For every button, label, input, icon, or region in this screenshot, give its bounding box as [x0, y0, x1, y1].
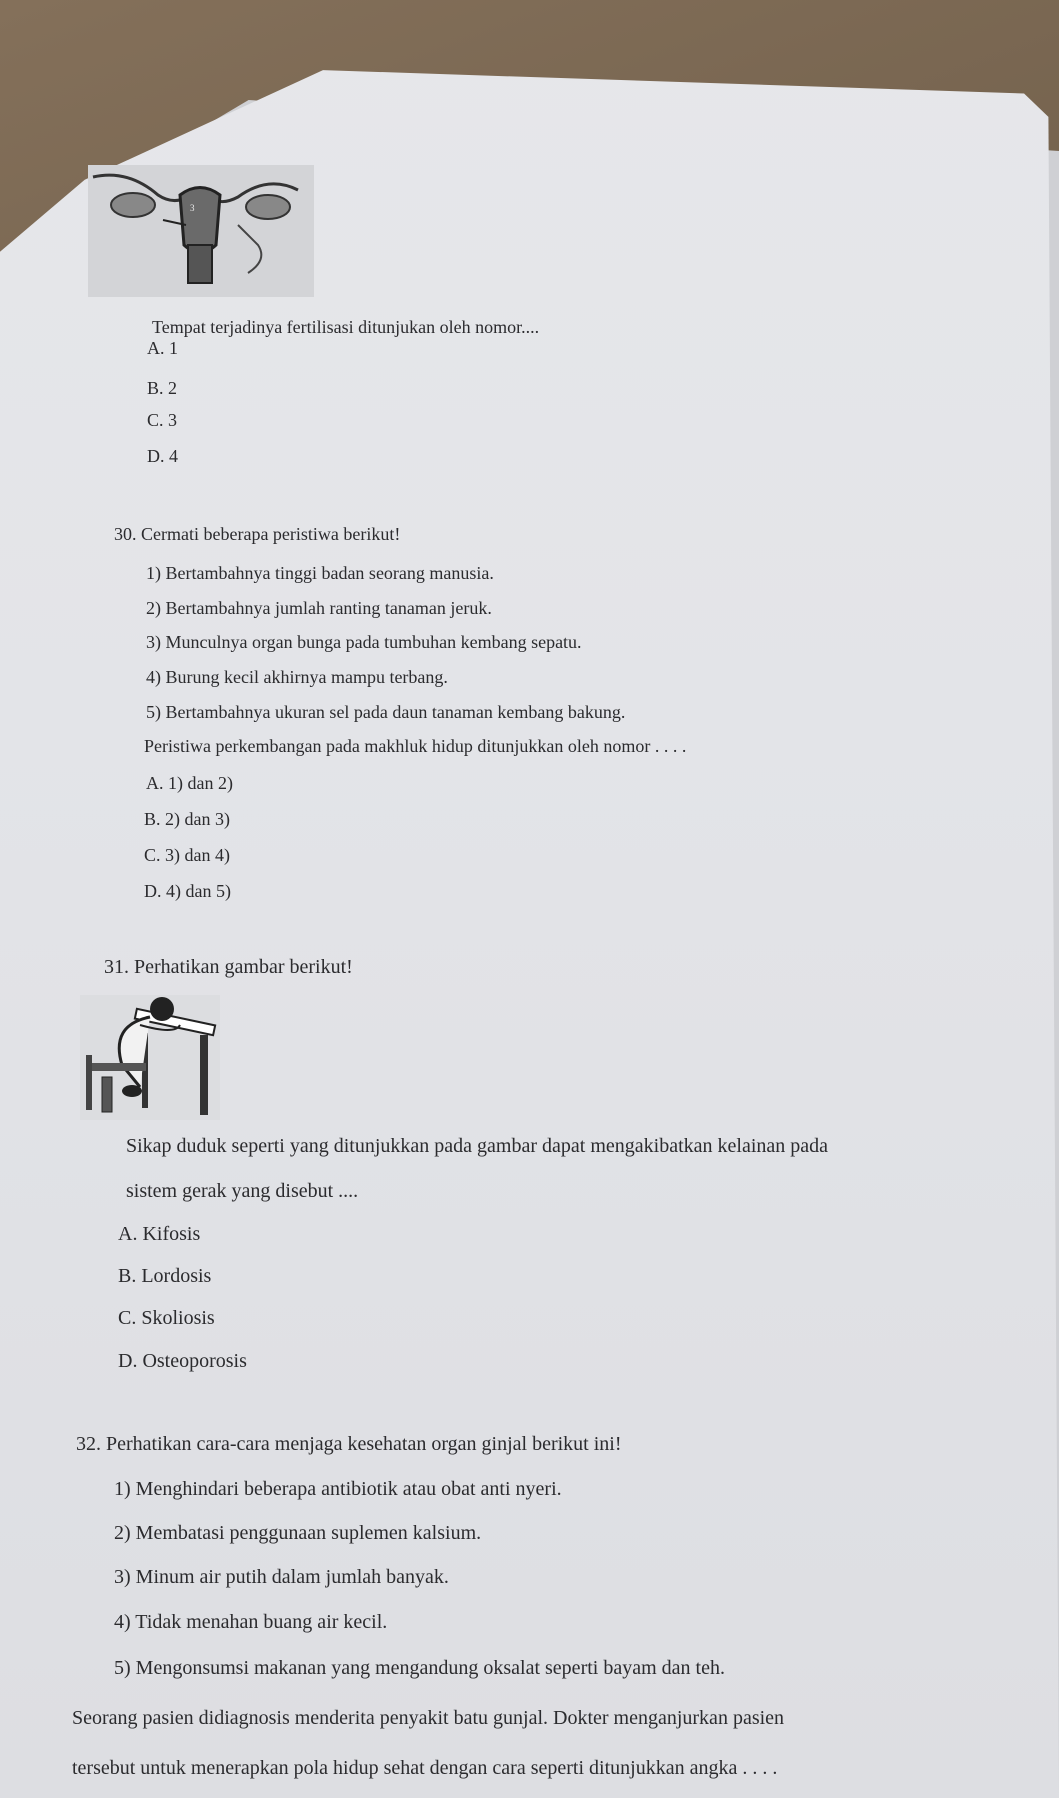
q31-question-line1: Sikap duduk seperti yang ditunjukkan pada gambar dapat mengakibatkan kelainan pada	[126, 1135, 829, 1157]
q30-stem: 30. Cermati beberapa peristiwa berikut!	[114, 524, 401, 544]
q31-option-a: A. Kifosis	[118, 1223, 201, 1245]
sitting-posture-figure	[80, 995, 220, 1120]
q30-option-a: A. 1) dan 2)	[146, 773, 233, 793]
q32-question-line1: Seorang pasien didiagnosis menderita penyakit batu gunjal. Dokter menganjurkan pasien	[72, 1707, 785, 1729]
q30-option-b: B. 2) dan 3)	[144, 809, 230, 829]
q31-option-c: C. Skoliosis	[118, 1307, 215, 1329]
q31-option-b: B. Lordosis	[118, 1265, 212, 1287]
q32-question-line2: tersebut untuk menerapkan pola hidup sehat dengan cara seperti ditunjukkan angka . . . .	[72, 1757, 778, 1779]
q32-stem: 32. Perhatikan cara-cara menjaga kesehatan organ ginjal berikut ini!	[76, 1433, 622, 1455]
q30-item-1: 1) Bertambahnya tinggi badan seorang manusia.	[146, 563, 494, 583]
q32-item-5: 5) Mengonsumsi makanan yang mengandung oksalat seperti bayam dan teh.	[114, 1657, 725, 1679]
q31-question-line2: sistem gerak yang disebut ....	[126, 1180, 359, 1202]
q29-option-b: B. 2	[147, 378, 178, 398]
q30-item-5: 5) Bertambahnya ukuran sel pada daun tanaman kembang bakung.	[146, 702, 626, 722]
q30-item-2: 2) Bertambahnya jumlah ranting tanaman jeruk.	[146, 598, 492, 618]
q32-item-2: 2) Membatasi penggunaan suplemen kalsium.	[114, 1522, 482, 1544]
svg-text:3: 3	[190, 203, 195, 213]
q29-option-d: D. 4	[147, 446, 178, 466]
reproductive-organ-figure	[88, 165, 314, 297]
q30-question: Peristiwa perkembangan pada makhluk hidup ditunjukkan oleh nomor . . . .	[144, 736, 687, 756]
q29-option-a: A. 1	[147, 338, 178, 358]
q32-item-1: 1) Menghindari beberapa antibiotik atau obat anti nyeri.	[114, 1478, 562, 1500]
q32-item-3: 3) Minum air putih dalam jumlah banyak.	[114, 1566, 449, 1588]
q31-option-d: D. Osteoporosis	[118, 1350, 247, 1372]
q29-stem: Tempat terjadinya fertilisasi ditunjukan oleh nomor....	[152, 317, 540, 337]
q30-item-3: 3) Munculnya organ bunga pada tumbuhan kembang sepatu.	[146, 632, 582, 652]
q30-option-c: C. 3) dan 4)	[144, 845, 230, 865]
q32-item-4: 4) Tidak menahan buang air kecil.	[114, 1611, 388, 1633]
q30-option-d: D. 4) dan 5)	[144, 881, 231, 901]
q31-stem: 31. Perhatikan gambar berikut!	[104, 956, 353, 978]
q29-option-c: C. 3	[147, 410, 178, 430]
q30-item-4: 4) Burung kecil akhirnya mampu terbang.	[146, 667, 448, 687]
